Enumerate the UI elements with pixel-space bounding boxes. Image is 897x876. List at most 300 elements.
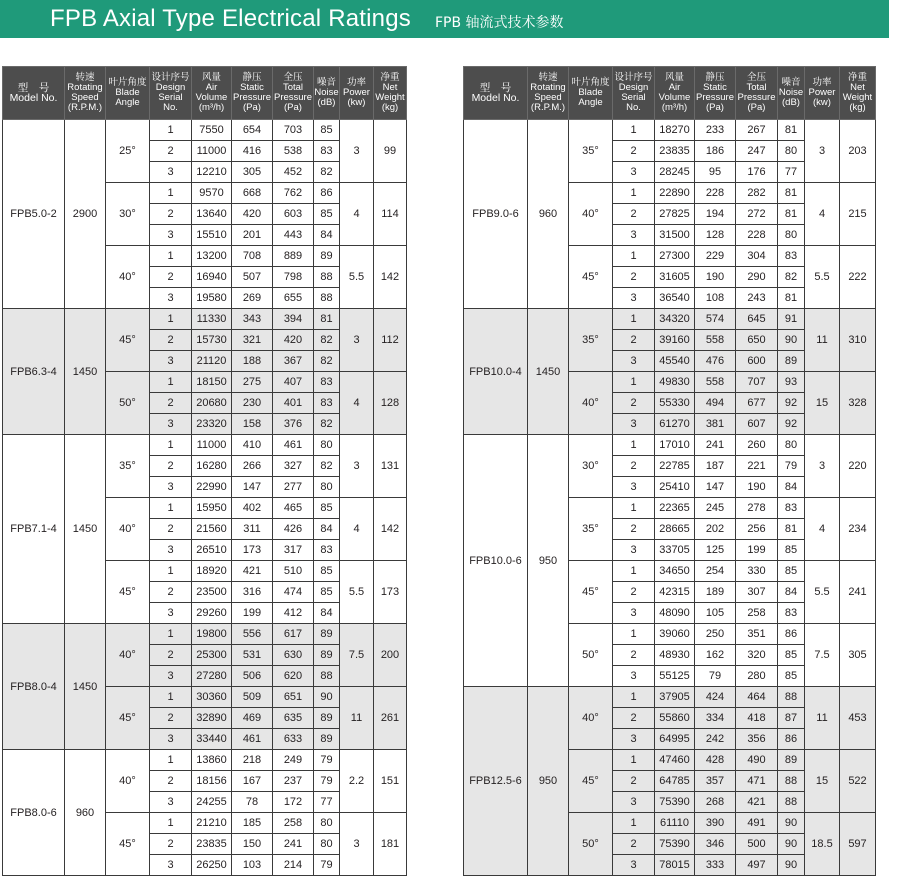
air-volume-cell: 18270 bbox=[655, 120, 695, 141]
weight-cell: 99 bbox=[374, 120, 407, 183]
power-cell: 5.5 bbox=[340, 246, 374, 309]
total-pressure-cell: 617 bbox=[273, 624, 314, 645]
static-pressure-cell: 402 bbox=[232, 498, 273, 519]
air-volume-cell: 13640 bbox=[192, 204, 232, 225]
total-pressure-cell: 651 bbox=[273, 687, 314, 708]
noise-cell: 89 bbox=[314, 645, 340, 666]
serial-cell: 1 bbox=[613, 813, 655, 834]
noise-cell: 92 bbox=[778, 414, 805, 435]
air-volume-cell: 37905 bbox=[655, 687, 695, 708]
total-pressure-cell: 461 bbox=[273, 435, 314, 456]
serial-cell: 2 bbox=[613, 456, 655, 477]
total-pressure-cell: 471 bbox=[736, 771, 778, 792]
table-row bbox=[3, 309, 407, 330]
static-pressure-cell: 250 bbox=[695, 624, 736, 645]
air-volume-cell: 28245 bbox=[655, 162, 695, 183]
table-row bbox=[464, 120, 876, 141]
static-pressure-cell: 311 bbox=[232, 519, 273, 540]
air-volume-cell: 29260 bbox=[192, 603, 232, 624]
static-pressure-cell: 266 bbox=[232, 456, 273, 477]
air-volume-cell: 30360 bbox=[192, 687, 232, 708]
serial-cell: 3 bbox=[150, 540, 192, 561]
noise-cell: 77 bbox=[314, 792, 340, 813]
serial-cell: 1 bbox=[613, 687, 655, 708]
blade-angle-cell: 40° bbox=[106, 246, 150, 309]
total-pressure-cell: 330 bbox=[736, 561, 778, 582]
total-pressure-cell: 272 bbox=[736, 204, 778, 225]
model-cell: FPB10.0-6 bbox=[464, 435, 528, 687]
weight-cell: 261 bbox=[374, 687, 407, 750]
power-cell: 11 bbox=[805, 687, 840, 750]
table-header-row bbox=[3, 67, 407, 120]
weight-cell: 222 bbox=[840, 246, 876, 309]
air-volume-cell: 18156 bbox=[192, 771, 232, 792]
total-pressure-cell: 282 bbox=[736, 183, 778, 204]
serial-cell: 1 bbox=[613, 372, 655, 393]
serial-cell: 2 bbox=[613, 645, 655, 666]
total-pressure-cell: 603 bbox=[273, 204, 314, 225]
total-pressure-cell: 421 bbox=[736, 792, 778, 813]
noise-cell: 89 bbox=[778, 351, 805, 372]
air-volume-cell: 21210 bbox=[192, 813, 232, 834]
speed-cell: 1450 bbox=[528, 309, 569, 435]
noise-cell: 80 bbox=[778, 225, 805, 246]
noise-cell: 79 bbox=[314, 750, 340, 771]
noise-cell: 90 bbox=[778, 855, 805, 876]
total-pressure-cell: 260 bbox=[736, 435, 778, 456]
total-pressure-cell: 367 bbox=[273, 351, 314, 372]
total-pressure-cell: 214 bbox=[273, 855, 314, 876]
noise-cell: 90 bbox=[778, 834, 805, 855]
static-pressure-cell: 424 bbox=[695, 687, 736, 708]
header-static-pressure: 静压 Static Pressure (Pa) bbox=[232, 67, 273, 120]
header-air-volume: 风量 Air Volume (m³/h) bbox=[655, 67, 695, 120]
total-pressure-cell: 351 bbox=[736, 624, 778, 645]
noise-cell: 79 bbox=[314, 771, 340, 792]
noise-cell: 80 bbox=[314, 813, 340, 834]
static-pressure-cell: 188 bbox=[232, 351, 273, 372]
serial-cell: 3 bbox=[150, 603, 192, 624]
total-pressure-cell: 474 bbox=[273, 582, 314, 603]
serial-cell: 3 bbox=[150, 855, 192, 876]
static-pressure-cell: 202 bbox=[695, 519, 736, 540]
power-cell: 5.5 bbox=[340, 561, 374, 624]
total-pressure-cell: 267 bbox=[736, 120, 778, 141]
power-cell: 5.5 bbox=[805, 561, 840, 624]
air-volume-cell: 55330 bbox=[655, 393, 695, 414]
static-pressure-cell: 189 bbox=[695, 582, 736, 603]
blade-angle-cell: 40° bbox=[569, 372, 613, 435]
air-volume-cell: 78015 bbox=[655, 855, 695, 876]
air-volume-cell: 15510 bbox=[192, 225, 232, 246]
weight-cell: 310 bbox=[840, 309, 876, 372]
air-volume-cell: 21560 bbox=[192, 519, 232, 540]
total-pressure-cell: 317 bbox=[273, 540, 314, 561]
total-pressure-cell: 420 bbox=[273, 330, 314, 351]
static-pressure-cell: 186 bbox=[695, 141, 736, 162]
static-pressure-cell: 410 bbox=[232, 435, 273, 456]
air-volume-cell: 11000 bbox=[192, 141, 232, 162]
serial-cell: 1 bbox=[613, 246, 655, 267]
air-volume-cell: 39060 bbox=[655, 624, 695, 645]
total-pressure-cell: 510 bbox=[273, 561, 314, 582]
air-volume-cell: 27825 bbox=[655, 204, 695, 225]
noise-cell: 84 bbox=[778, 582, 805, 603]
air-volume-cell: 26510 bbox=[192, 540, 232, 561]
noise-cell: 80 bbox=[778, 435, 805, 456]
noise-cell: 81 bbox=[778, 288, 805, 309]
model-cell: FPB5.0-2 bbox=[3, 120, 65, 309]
total-pressure-cell: 278 bbox=[736, 498, 778, 519]
air-volume-cell: 33705 bbox=[655, 540, 695, 561]
weight-cell: 142 bbox=[374, 498, 407, 561]
total-pressure-cell: 500 bbox=[736, 834, 778, 855]
noise-cell: 86 bbox=[778, 624, 805, 645]
serial-cell: 1 bbox=[150, 687, 192, 708]
serial-cell: 1 bbox=[150, 183, 192, 204]
serial-cell: 1 bbox=[613, 435, 655, 456]
static-pressure-cell: 316 bbox=[232, 582, 273, 603]
static-pressure-cell: 128 bbox=[695, 225, 736, 246]
blade-angle-cell: 40° bbox=[106, 750, 150, 813]
static-pressure-cell: 105 bbox=[695, 603, 736, 624]
noise-cell: 89 bbox=[314, 708, 340, 729]
air-volume-cell: 64785 bbox=[655, 771, 695, 792]
noise-cell: 83 bbox=[314, 540, 340, 561]
total-pressure-cell: 407 bbox=[273, 372, 314, 393]
speed-cell: 950 bbox=[528, 435, 569, 687]
noise-cell: 83 bbox=[778, 246, 805, 267]
total-pressure-cell: 356 bbox=[736, 729, 778, 750]
serial-cell: 2 bbox=[150, 708, 192, 729]
static-pressure-cell: 416 bbox=[232, 141, 273, 162]
serial-cell: 2 bbox=[150, 834, 192, 855]
header-blade-angle: 叶片角度 Blade Angle bbox=[569, 67, 613, 120]
air-volume-cell: 75390 bbox=[655, 834, 695, 855]
noise-cell: 85 bbox=[314, 582, 340, 603]
table-row bbox=[3, 120, 407, 141]
serial-cell: 3 bbox=[150, 162, 192, 183]
air-volume-cell: 75390 bbox=[655, 792, 695, 813]
total-pressure-cell: 707 bbox=[736, 372, 778, 393]
total-pressure-cell: 307 bbox=[736, 582, 778, 603]
weight-cell: 522 bbox=[840, 750, 876, 813]
total-pressure-cell: 607 bbox=[736, 414, 778, 435]
static-pressure-cell: 241 bbox=[695, 435, 736, 456]
air-volume-cell: 26250 bbox=[192, 855, 232, 876]
serial-cell: 3 bbox=[613, 540, 655, 561]
power-cell: 5.5 bbox=[805, 246, 840, 309]
header-air-volume: 风量 Air Volume (m³/h) bbox=[192, 67, 232, 120]
serial-cell: 1 bbox=[150, 561, 192, 582]
static-pressure-cell: 229 bbox=[695, 246, 736, 267]
page-subtitle: FPB 轴流式技术参数 bbox=[434, 14, 564, 31]
noise-cell: 79 bbox=[314, 855, 340, 876]
serial-cell: 1 bbox=[613, 624, 655, 645]
speed-cell: 1450 bbox=[65, 309, 106, 435]
blade-angle-cell: 45° bbox=[106, 309, 150, 372]
speed-cell: 960 bbox=[65, 750, 106, 876]
model-cell: FPB6.3-4 bbox=[3, 309, 65, 435]
power-cell: 3 bbox=[805, 435, 840, 498]
static-pressure-cell: 420 bbox=[232, 204, 273, 225]
header-total-pressure: 全压 Total Pressure (Pa) bbox=[273, 67, 314, 120]
table-row bbox=[3, 624, 407, 645]
static-pressure-cell: 275 bbox=[232, 372, 273, 393]
weight-cell: 328 bbox=[840, 372, 876, 435]
air-volume-cell: 34650 bbox=[655, 561, 695, 582]
weight-cell: 128 bbox=[374, 372, 407, 435]
static-pressure-cell: 95 bbox=[695, 162, 736, 183]
static-pressure-cell: 201 bbox=[232, 225, 273, 246]
title-banner bbox=[0, 0, 889, 38]
serial-cell: 3 bbox=[613, 414, 655, 435]
static-pressure-cell: 556 bbox=[232, 624, 273, 645]
noise-cell: 77 bbox=[778, 162, 805, 183]
air-volume-cell: 13200 bbox=[192, 246, 232, 267]
noise-cell: 85 bbox=[778, 540, 805, 561]
ratings-table-left bbox=[2, 66, 407, 876]
noise-cell: 88 bbox=[778, 771, 805, 792]
static-pressure-cell: 150 bbox=[232, 834, 273, 855]
header-design-serial: 设计序号 Design Serial No. bbox=[150, 67, 192, 120]
noise-cell: 88 bbox=[314, 267, 340, 288]
air-volume-cell: 21120 bbox=[192, 351, 232, 372]
serial-cell: 2 bbox=[613, 519, 655, 540]
noise-cell: 80 bbox=[314, 834, 340, 855]
noise-cell: 81 bbox=[314, 309, 340, 330]
serial-cell: 1 bbox=[150, 120, 192, 141]
noise-cell: 84 bbox=[314, 519, 340, 540]
air-volume-cell: 42315 bbox=[655, 582, 695, 603]
header-power: 功率 Power (kw) bbox=[340, 67, 374, 120]
total-pressure-cell: 630 bbox=[273, 645, 314, 666]
noise-cell: 87 bbox=[778, 708, 805, 729]
air-volume-cell: 7550 bbox=[192, 120, 232, 141]
power-cell: 3 bbox=[340, 309, 374, 372]
serial-cell: 3 bbox=[613, 666, 655, 687]
static-pressure-cell: 245 bbox=[695, 498, 736, 519]
noise-cell: 82 bbox=[778, 267, 805, 288]
serial-cell: 2 bbox=[150, 204, 192, 225]
model-cell: FPB10.0-4 bbox=[464, 309, 528, 435]
noise-cell: 88 bbox=[314, 288, 340, 309]
noise-cell: 80 bbox=[314, 477, 340, 498]
noise-cell: 82 bbox=[314, 330, 340, 351]
noise-cell: 85 bbox=[778, 645, 805, 666]
power-cell: 4 bbox=[340, 183, 374, 246]
static-pressure-cell: 147 bbox=[695, 477, 736, 498]
air-volume-cell: 15950 bbox=[192, 498, 232, 519]
serial-cell: 3 bbox=[613, 162, 655, 183]
static-pressure-cell: 167 bbox=[232, 771, 273, 792]
serial-cell: 2 bbox=[613, 771, 655, 792]
serial-cell: 3 bbox=[613, 603, 655, 624]
blade-angle-cell: 40° bbox=[106, 624, 150, 687]
weight-cell: 142 bbox=[374, 246, 407, 309]
serial-cell: 3 bbox=[150, 792, 192, 813]
total-pressure-cell: 655 bbox=[273, 288, 314, 309]
weight-cell: 234 bbox=[840, 498, 876, 561]
noise-cell: 91 bbox=[778, 309, 805, 330]
total-pressure-cell: 394 bbox=[273, 309, 314, 330]
header-noise: 噪音 Noise (dB) bbox=[314, 67, 340, 120]
serial-cell: 2 bbox=[613, 267, 655, 288]
blade-angle-cell: 45° bbox=[569, 246, 613, 309]
weight-cell: 203 bbox=[840, 120, 876, 183]
noise-cell: 81 bbox=[778, 204, 805, 225]
static-pressure-cell: 461 bbox=[232, 729, 273, 750]
blade-angle-cell: 45° bbox=[106, 561, 150, 624]
noise-cell: 90 bbox=[778, 330, 805, 351]
blade-angle-cell: 35° bbox=[569, 498, 613, 561]
total-pressure-cell: 176 bbox=[736, 162, 778, 183]
serial-cell: 1 bbox=[150, 246, 192, 267]
total-pressure-cell: 677 bbox=[736, 393, 778, 414]
table-row bbox=[464, 309, 876, 330]
air-volume-cell: 23320 bbox=[192, 414, 232, 435]
serial-cell: 1 bbox=[150, 750, 192, 771]
static-pressure-cell: 190 bbox=[695, 267, 736, 288]
power-cell: 3 bbox=[340, 120, 374, 183]
noise-cell: 82 bbox=[314, 456, 340, 477]
static-pressure-cell: 173 bbox=[232, 540, 273, 561]
total-pressure-cell: 635 bbox=[273, 708, 314, 729]
air-volume-cell: 32890 bbox=[192, 708, 232, 729]
static-pressure-cell: 125 bbox=[695, 540, 736, 561]
noise-cell: 79 bbox=[778, 456, 805, 477]
weight-cell: 114 bbox=[374, 183, 407, 246]
total-pressure-cell: 703 bbox=[273, 120, 314, 141]
noise-cell: 84 bbox=[778, 477, 805, 498]
noise-cell: 81 bbox=[778, 120, 805, 141]
serial-cell: 1 bbox=[613, 561, 655, 582]
noise-cell: 83 bbox=[314, 141, 340, 162]
blade-angle-cell: 35° bbox=[569, 120, 613, 183]
total-pressure-cell: 228 bbox=[736, 225, 778, 246]
serial-cell: 2 bbox=[613, 141, 655, 162]
serial-cell: 2 bbox=[150, 771, 192, 792]
total-pressure-cell: 600 bbox=[736, 351, 778, 372]
air-volume-cell: 25300 bbox=[192, 645, 232, 666]
noise-cell: 85 bbox=[778, 561, 805, 582]
total-pressure-cell: 241 bbox=[273, 834, 314, 855]
static-pressure-cell: 233 bbox=[695, 120, 736, 141]
serial-cell: 1 bbox=[150, 435, 192, 456]
serial-cell: 1 bbox=[150, 498, 192, 519]
serial-cell: 2 bbox=[613, 393, 655, 414]
serial-cell: 2 bbox=[150, 267, 192, 288]
total-pressure-cell: 645 bbox=[736, 309, 778, 330]
serial-cell: 2 bbox=[613, 582, 655, 603]
serial-cell: 3 bbox=[613, 855, 655, 876]
air-volume-cell: 61110 bbox=[655, 813, 695, 834]
blade-angle-cell: 30° bbox=[569, 435, 613, 498]
total-pressure-cell: 443 bbox=[273, 225, 314, 246]
total-pressure-cell: 277 bbox=[273, 477, 314, 498]
speed-cell: 1450 bbox=[65, 624, 106, 750]
air-volume-cell: 12210 bbox=[192, 162, 232, 183]
serial-cell: 3 bbox=[613, 729, 655, 750]
noise-cell: 81 bbox=[778, 519, 805, 540]
noise-cell: 92 bbox=[778, 393, 805, 414]
air-volume-cell: 22365 bbox=[655, 498, 695, 519]
total-pressure-cell: 199 bbox=[736, 540, 778, 561]
air-volume-cell: 22785 bbox=[655, 456, 695, 477]
static-pressure-cell: 507 bbox=[232, 267, 273, 288]
static-pressure-cell: 269 bbox=[232, 288, 273, 309]
noise-cell: 86 bbox=[314, 183, 340, 204]
power-cell: 11 bbox=[805, 309, 840, 372]
blade-angle-cell: 30° bbox=[106, 183, 150, 246]
noise-cell: 80 bbox=[778, 141, 805, 162]
power-cell: 2.2 bbox=[340, 750, 374, 813]
air-volume-cell: 33440 bbox=[192, 729, 232, 750]
static-pressure-cell: 558 bbox=[695, 330, 736, 351]
table-row bbox=[3, 435, 407, 456]
air-volume-cell: 23835 bbox=[192, 834, 232, 855]
noise-cell: 88 bbox=[778, 687, 805, 708]
static-pressure-cell: 79 bbox=[695, 666, 736, 687]
power-cell: 7.5 bbox=[805, 624, 840, 687]
total-pressure-cell: 538 bbox=[273, 141, 314, 162]
noise-cell: 90 bbox=[778, 813, 805, 834]
header-static-pressure: 静压 Static Pressure (Pa) bbox=[695, 67, 736, 120]
serial-cell: 2 bbox=[150, 393, 192, 414]
speed-cell: 960 bbox=[528, 120, 569, 309]
total-pressure-cell: 418 bbox=[736, 708, 778, 729]
air-volume-cell: 18150 bbox=[192, 372, 232, 393]
serial-cell: 3 bbox=[613, 477, 655, 498]
air-volume-cell: 49830 bbox=[655, 372, 695, 393]
serial-cell: 1 bbox=[613, 183, 655, 204]
total-pressure-cell: 464 bbox=[736, 687, 778, 708]
noise-cell: 83 bbox=[314, 372, 340, 393]
blade-angle-cell: 45° bbox=[106, 687, 150, 750]
table-row bbox=[464, 687, 876, 708]
power-cell: 15 bbox=[805, 372, 840, 435]
total-pressure-cell: 412 bbox=[273, 603, 314, 624]
static-pressure-cell: 476 bbox=[695, 351, 736, 372]
blade-angle-cell: 25° bbox=[106, 120, 150, 183]
serial-cell: 2 bbox=[150, 645, 192, 666]
air-volume-cell: 34320 bbox=[655, 309, 695, 330]
noise-cell: 82 bbox=[314, 351, 340, 372]
noise-cell: 88 bbox=[778, 792, 805, 813]
static-pressure-cell: 494 bbox=[695, 393, 736, 414]
total-pressure-cell: 376 bbox=[273, 414, 314, 435]
table-header-row bbox=[464, 67, 876, 120]
static-pressure-cell: 199 bbox=[232, 603, 273, 624]
noise-cell: 93 bbox=[778, 372, 805, 393]
total-pressure-cell: 304 bbox=[736, 246, 778, 267]
static-pressure-cell: 147 bbox=[232, 477, 273, 498]
total-pressure-cell: 258 bbox=[736, 603, 778, 624]
noise-cell: 84 bbox=[314, 603, 340, 624]
air-volume-cell: 48090 bbox=[655, 603, 695, 624]
static-pressure-cell: 654 bbox=[232, 120, 273, 141]
power-cell: 4 bbox=[805, 183, 840, 246]
air-volume-cell: 20680 bbox=[192, 393, 232, 414]
power-cell: 4 bbox=[340, 498, 374, 561]
air-volume-cell: 36540 bbox=[655, 288, 695, 309]
serial-cell: 1 bbox=[613, 750, 655, 771]
static-pressure-cell: 509 bbox=[232, 687, 273, 708]
noise-cell: 89 bbox=[314, 624, 340, 645]
model-cell: FPB8.0-6 bbox=[3, 750, 65, 876]
blade-angle-cell: 40° bbox=[569, 183, 613, 246]
static-pressure-cell: 103 bbox=[232, 855, 273, 876]
